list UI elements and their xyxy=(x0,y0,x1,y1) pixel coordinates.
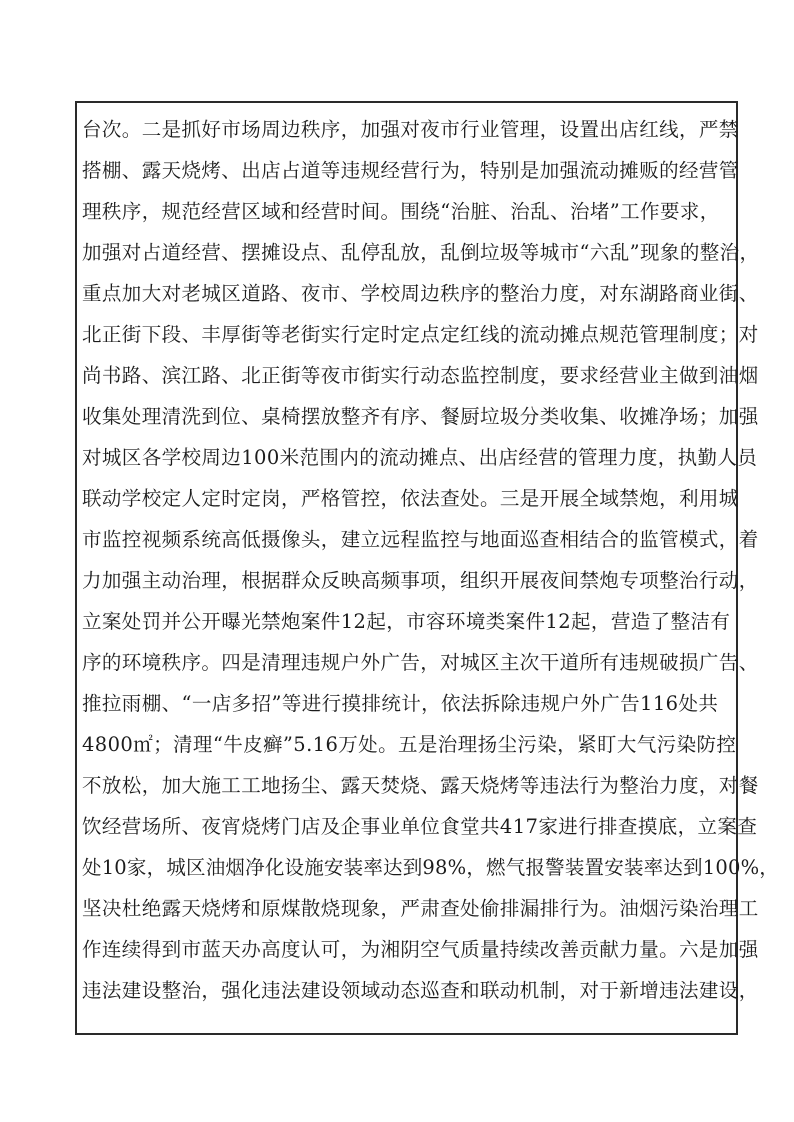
text-line: 加强对占道经营、摆摊设点、乱停乱放，乱倒垃圾等城市“六乱”现象的整治， xyxy=(82,241,760,264)
text-line: 力加强主动治理，根据群众反映高频事项，组织开展夜间禁炮专项整治行动， xyxy=(82,569,759,592)
text-line: 序的环境秩序。四是清理违规户外广告，对城区主次干道所有违规破损广告、 xyxy=(82,651,759,674)
text-line: 重点加大对老城区道路、夜市、学校周边秩序的整治力度，对东湖路商业街、 xyxy=(82,282,759,305)
text-line: 不放松，加大施工工地扬尘、露天焚烧、露天烧烤等违法行为整治力度，对餐 xyxy=(82,774,759,797)
text-line: 对城区各学校周边100米范围内的流动摊点、出店经营的管理力度，执勤人员 xyxy=(82,446,758,469)
text-line: 尚书路、滨江路、北正街等夜市街实行动态监控制度，要求经营业主做到油烟 xyxy=(82,364,759,387)
text-line: 收集处理清洗到位、桌椅摆放整齐有序、餐厨垃圾分类收集、收摊净场；加强 xyxy=(82,405,759,428)
text-line: 4800㎡；清理“牛皮癣”5.16万处。五是治理扬尘污染，紧盯大气污染防控 xyxy=(82,733,737,756)
text-line: 违法建设整治，强化违法建设领域动态巡查和联动机制，对于新增违法建设， xyxy=(82,979,759,1002)
text-line: 推拉雨棚、“一店多招”等进行摸排统计，依法拆除违规户外广告116处共 xyxy=(82,692,719,715)
text-line: 处10家，城区油烟净化设施安装率达到98%，燃气报警装置安装率达到100%， xyxy=(82,856,780,879)
text-line: 理秩序，规范经营区域和经营时间。围绕“治脏、治乱、治堵”工作要求， xyxy=(82,200,720,223)
text-line: 台次。二是抓好市场周边秩序，加强对夜市行业管理，设置出店红线，严禁 xyxy=(82,118,739,141)
text-line: 搭棚、露天烧烤、出店占道等违规经营行为，特别是加强流动摊贩的经营管 xyxy=(82,159,739,182)
text-line: 作连续得到市蓝天办高度认可，为湘阴空气质量持续改善贡献力量。六是加强 xyxy=(82,938,759,961)
text-line: 立案处罚并公开曝光禁炮案件12起，市容环境类案件12起，营造了整洁有 xyxy=(82,610,731,633)
text-line: 北正街下段、丰厚街等老街实行定时定点定红线的流动摊点规范管理制度；对 xyxy=(82,323,759,346)
text-line: 饮经营场所、夜宵烧烤门店及企事业单位食堂共417家进行排查摸底，立案查 xyxy=(82,815,758,838)
text-line: 联动学校定人定时定岗，严格管控，依法查处。三是开展全域禁炮，利用城 xyxy=(82,487,739,510)
text-line: 市监控视频系统高低摄像头，建立远程监控与地面巡查相结合的监管模式，着 xyxy=(82,528,759,551)
text-line: 坚决杜绝露天烧烤和原煤散烧现象，严肃查处偷排漏排行为。油烟污染治理工 xyxy=(82,897,759,920)
